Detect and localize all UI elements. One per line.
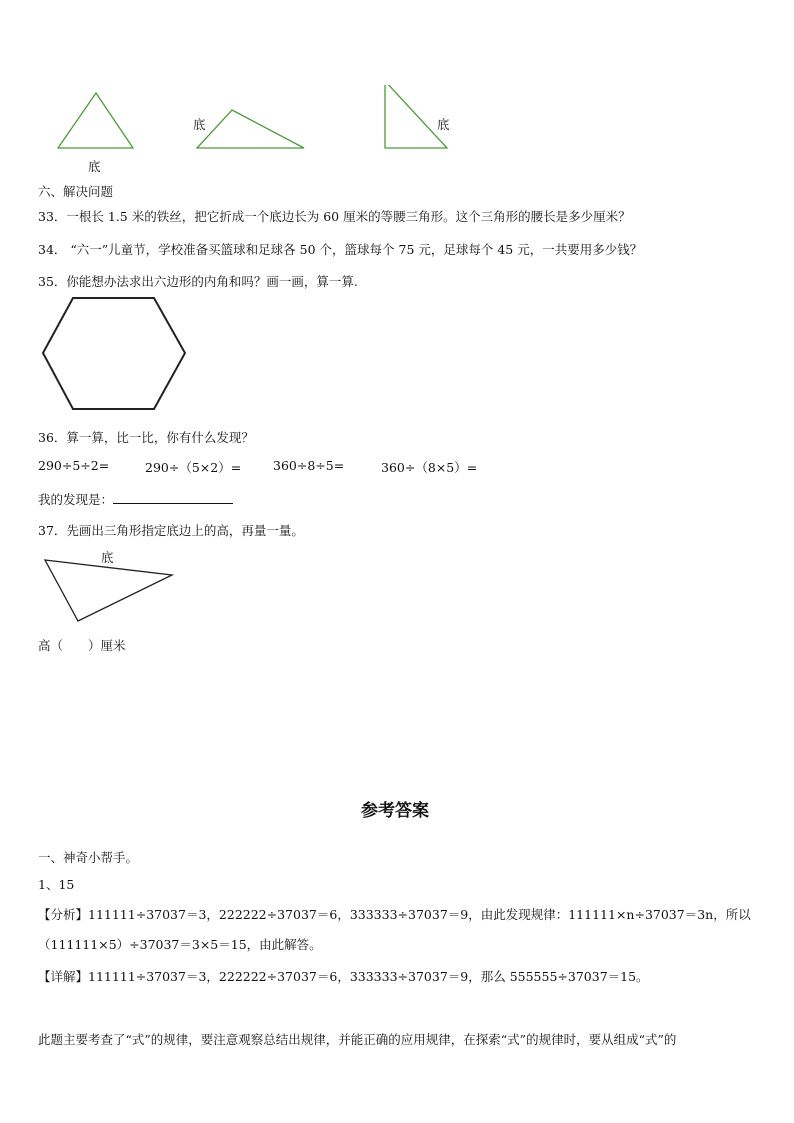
- q37-height-answer: 高（ ）厘米: [38, 638, 126, 653]
- triangle-1-base-label: 底: [88, 159, 101, 174]
- question-35: 35．你能想办法求出六边形的内角和吗？画一画，算一算.: [38, 274, 358, 289]
- equilateral-triangle: [58, 93, 133, 148]
- triangle-3-base-label: 底: [437, 117, 450, 132]
- hexagon: [43, 298, 185, 409]
- finding-label: 我的发现是：: [38, 492, 114, 507]
- question-36: 36．算一算，比一比，你有什么发现？: [38, 430, 254, 445]
- q37-triangle: [45, 560, 172, 621]
- analysis-line-2: （111111×5）÷37037＝3×5＝15，由此解答。: [38, 937, 322, 952]
- question-37: 37．先画出三角形指定底边上的高，再量一量。: [38, 523, 304, 538]
- triangles-figure: [50, 85, 470, 165]
- detail-line: 【详解】111111÷37037＝3，222222÷37037＝6，333333÷37037＝9，那么 555555÷37037＝15。: [38, 969, 649, 984]
- question-33: 33．一根长 1.5 米的铁丝，把它折成一个底边长为 60 厘米的等腰三角形。这个三角形的腰长是多少厘米？: [38, 209, 631, 224]
- expr-4: 360÷（8×5）=: [381, 460, 478, 475]
- expr-2: 290÷（5×2）=: [145, 460, 242, 475]
- section-heading: 六、解决问题: [38, 184, 114, 199]
- expr-1: 290÷5÷2=: [38, 458, 110, 473]
- hexagon-figure: [40, 295, 190, 415]
- answers-section-1: 一、神奇小帮手。: [38, 850, 139, 865]
- finding-line: [38, 490, 233, 508]
- summary-line: 此题主要考查了“式”的规律，要注意观察总结出规律，并能正确的应用规律，在探索“式”的规律时，要从组成“式”的: [38, 1032, 677, 1047]
- obtuse-triangle: [197, 110, 304, 148]
- finding-blank[interactable]: [113, 491, 233, 504]
- question-34: 34． “六一”儿童节，学校准备买篮球和足球各 50 个，篮球每个 75 元，足球每个 45 元，一共要用多少钱？: [38, 242, 643, 257]
- answers-title: 参考答案: [361, 801, 429, 821]
- q37-base-label: 底: [101, 550, 114, 565]
- expr-3: 360÷8÷5=: [273, 458, 345, 473]
- answer-1: 1、15: [38, 877, 75, 892]
- analysis-line-1: 【分析】111111÷37037＝3，222222÷37037＝6，333333÷37037＝9，由此发现规律：111111×n÷37037＝3n，所以: [38, 907, 751, 922]
- triangle-2-base-label: 底: [193, 117, 206, 132]
